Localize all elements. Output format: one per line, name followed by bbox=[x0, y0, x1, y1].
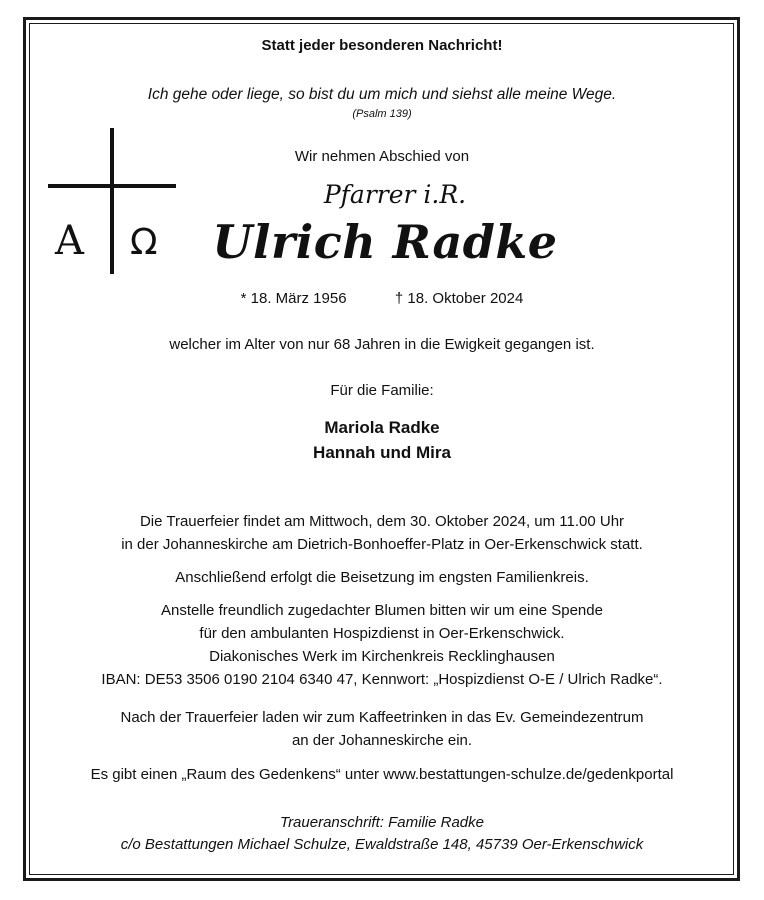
bible-verse: Ich gehe oder liege, so bist du um mich und siehst alle meine Wege. bbox=[147, 86, 617, 103]
donation-line: für den ambulanten Hospizdienst in Oer-Erkenschwick. bbox=[199, 625, 565, 642]
farewell-intro: Wir nehmen Abschied von bbox=[294, 148, 470, 165]
life-dates bbox=[0, 290, 764, 307]
coffee-info bbox=[0, 706, 764, 752]
deceased-name: Ulrich Radke bbox=[212, 215, 558, 269]
family-member: Hannah und Mira bbox=[313, 443, 451, 462]
donation-line: Anstelle freundlich zugedachter Blumen bitten wir um eine Spende bbox=[161, 602, 603, 619]
family-member: Mariola Radke bbox=[324, 418, 440, 437]
service-line: Die Trauerfeier findet am Mittwoch, dem 30. Oktober 2024, um 11.00 Uhr bbox=[139, 513, 625, 530]
alpha-symbol: A bbox=[55, 218, 84, 264]
burial-info: Anschließend erfolgt die Beisetzung im engsten Familienkreis. bbox=[175, 569, 589, 586]
address-line: Traueranschrift: Familie Radke bbox=[280, 814, 484, 831]
age-statement: welcher im Alter von nur 68 Jahren in die Ewigkeit gegangen ist. bbox=[169, 336, 595, 353]
psalm-reference: (Psalm 139) bbox=[352, 108, 412, 120]
coffee-line: an der Johanneskirche ein. bbox=[291, 732, 473, 749]
header-notice: Statt jeder besonderen Nachricht! bbox=[261, 37, 503, 54]
address-line: c/o Bestattungen Michael Schulze, Ewaldstraße 148, 45739 Oer-Erkenschwick bbox=[120, 836, 644, 853]
service-info bbox=[0, 510, 764, 556]
birth-date: * 18. März 1956 bbox=[240, 290, 347, 307]
coffee-line: Nach der Trauerfeier laden wir zum Kaffeetrinken in das Ev. Gemeindezentrum bbox=[120, 709, 644, 726]
omega-symbol: Ω bbox=[130, 222, 158, 263]
donation-info bbox=[0, 599, 764, 691]
donation-line: Diakonisches Werk im Kirchenkreis Recklinghausen bbox=[209, 648, 555, 665]
service-line: in der Johanneskirche am Dietrich-Bonhoeffer-Platz in Oer-Erkenschwick statt. bbox=[121, 536, 643, 553]
memorial-portal-info: Es gibt einen „Raum des Gedenkens“ unter www.bestattungen-schulze.de/gedenkportal bbox=[90, 766, 674, 783]
deceased-title: Pfarrer i.R. bbox=[323, 180, 467, 209]
death-date: † 18. Oktober 2024 bbox=[394, 290, 524, 307]
mourning-address bbox=[0, 812, 764, 856]
family-label: Für die Familie: bbox=[330, 382, 434, 399]
donation-line: IBAN: DE53 3506 0190 2104 6340 47, Kennwort: „Hospizdienst O-E / Ulrich Radke“. bbox=[101, 671, 663, 688]
